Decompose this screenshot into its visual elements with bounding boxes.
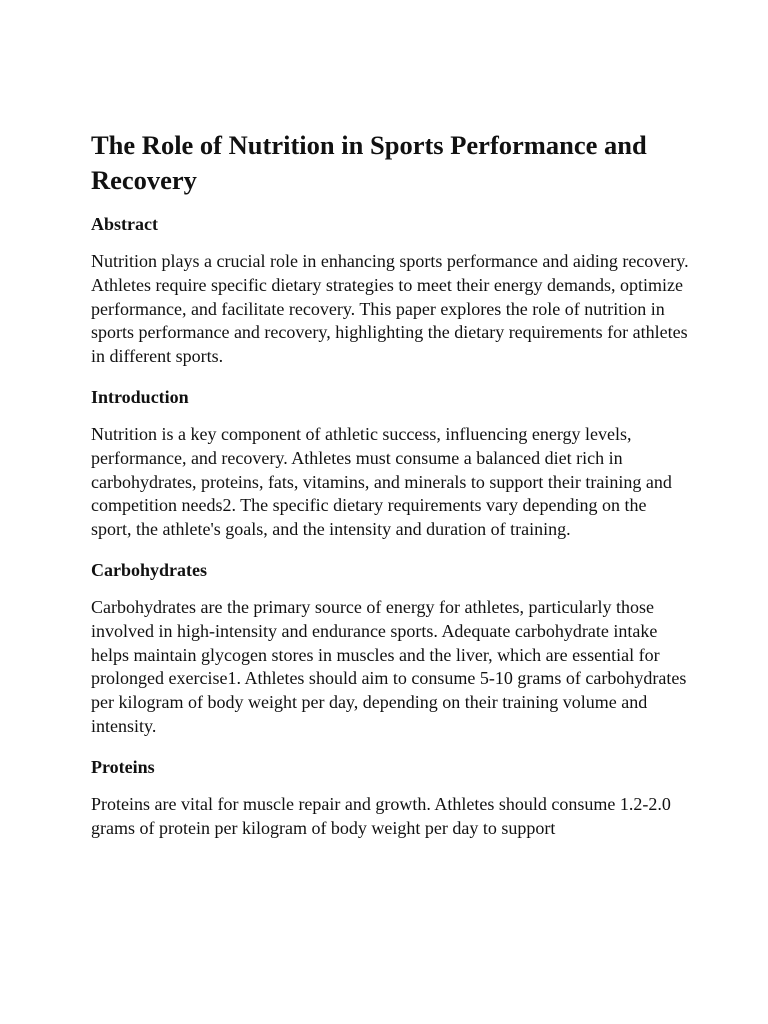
carbohydrates-section xyxy=(91,558,691,739)
document-title: The Role of Nutrition in Sports Performance and Recovery xyxy=(91,130,647,195)
section-heading-proteins: Proteins xyxy=(91,756,155,777)
introduction-section xyxy=(91,385,691,542)
section-heading-carbohydrates: Carbohydrates xyxy=(91,559,207,580)
introduction-paragraph: Nutrition is a key component of athletic success, influencing energy levels, performance, and recovery. Athletes must consume a balanced diet rich in carbohydrates, proteins, fats, vitamins, and minerals to support their training and competition needs2. The specific dietary requirements vary depending on the sport, the athlete's goals, and the intensity and duration of training. xyxy=(91,423,672,540)
section-heading-introduction: Introduction xyxy=(91,386,189,407)
abstract-paragraph: Nutrition plays a crucial role in enhancing sports performance and aiding recovery. Athletes require specific dietary strategies to meet their energy demands, optimize performance, and facilitate recovery. This paper explores the role of nutrition in sports performance and recovery, highlighting the dietary requirements for athletes in different sports. xyxy=(91,251,689,367)
abstract-section xyxy=(91,212,691,369)
proteins-section xyxy=(91,755,691,841)
carbohydrates-paragraph: Carbohydrates are the primary source of energy for athletes, particularly those involved in high-intensity and endurance sports. Adequate carbohydrate intake helps maintain glycogen stores in muscles and the liver, which are essential for prolonged exercise1. Athletes should aim to consume 5-10 grams of carbohydrates per kilogram of body weight per day, depending on their training volume and intensity. xyxy=(91,596,687,736)
proteins-paragraph: Proteins are vital for muscle repair and growth. Athletes should consume 1.2-2.0 grams of protein per kilogram of body weight per day to support xyxy=(91,793,671,838)
document-page xyxy=(91,128,691,856)
section-heading-abstract: Abstract xyxy=(91,214,158,234)
